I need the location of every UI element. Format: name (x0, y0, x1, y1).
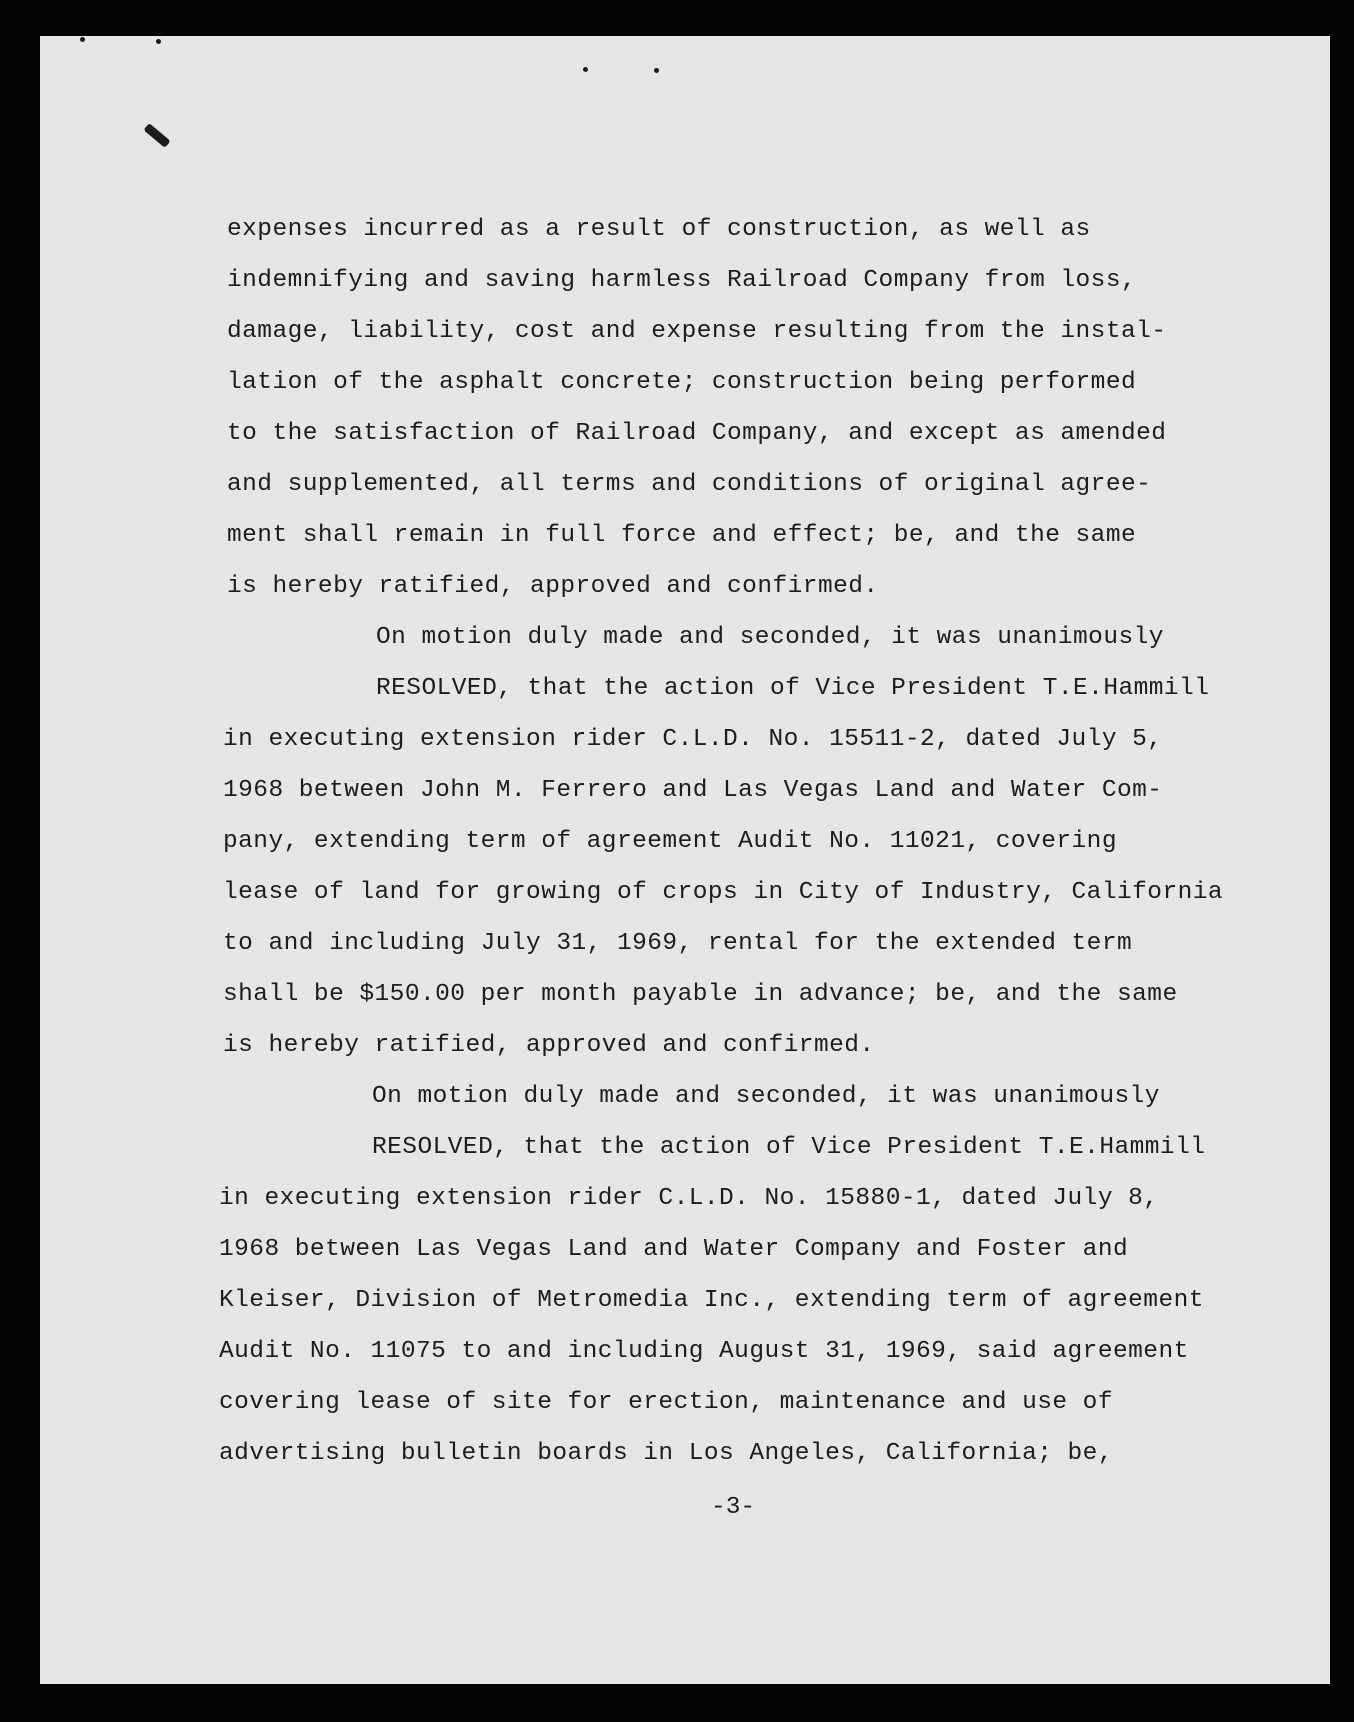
body-line: On motion duly made and seconded, it was unanimously (376, 624, 1164, 651)
body-line: to the satisfaction of Railroad Company, and except as amended (227, 420, 1167, 447)
body-line: Audit No. 11075 to and including August 31, 1969, said agreement (219, 1338, 1189, 1365)
body-line: is hereby ratified, approved and confirmed. (227, 573, 879, 600)
body-line: in executing extension rider C.L.D. No. 15880-1, dated July 8, (219, 1185, 1159, 1212)
body-line: 1968 between Las Vegas Land and Water Company and Foster and (219, 1236, 1129, 1263)
body-line: lease of land for growing of crops in City of Industry, California (223, 879, 1224, 906)
body-line: 1968 between John M. Ferrero and Las Vegas Land and Water Com- (223, 777, 1163, 804)
body-line: is hereby ratified, approved and confirmed. (223, 1032, 875, 1059)
body-line: in executing extension rider C.L.D. No. 15511-2, dated July 5, (223, 726, 1163, 753)
body-line: and supplemented, all terms and conditions of original agree- (227, 471, 1152, 498)
body-line: Kleiser, Division of Metromedia Inc., extending term of agreement (219, 1287, 1204, 1314)
body-line: shall be $150.00 per month payable in advance; be, and the same (223, 981, 1178, 1008)
body-line: to and including July 31, 1969, rental for the extended term (223, 930, 1133, 957)
body-line: indemnifying and saving harmless Railroad Company from loss, (227, 267, 1137, 294)
body-line: expenses incurred as a result of construction, as well as (227, 216, 1091, 243)
ink-mark (143, 123, 170, 148)
body-line: covering lease of site for erection, maintenance and use of (219, 1389, 1113, 1416)
punch-dot (583, 67, 588, 72)
body-line: RESOLVED, that the action of Vice President T.E.Hammill (376, 675, 1210, 702)
punch-dot (80, 37, 85, 42)
page-number: -3- (711, 1494, 756, 1521)
punch-dot (654, 68, 659, 73)
body-line: lation of the asphalt concrete; construction being performed (227, 369, 1137, 396)
body-line: pany, extending term of agreement Audit No. 11021, covering (223, 828, 1117, 855)
body-line: advertising bulletin boards in Los Angeles, California; be, (219, 1440, 1113, 1467)
document-page (40, 36, 1330, 1684)
body-line: On motion duly made and seconded, it was unanimously (372, 1083, 1160, 1110)
body-line: ment shall remain in full force and effect; be, and the same (227, 522, 1137, 549)
body-line: RESOLVED, that the action of Vice President T.E.Hammill (372, 1134, 1206, 1161)
punch-dot (156, 39, 161, 44)
body-line: damage, liability, cost and expense resulting from the instal- (227, 318, 1167, 345)
